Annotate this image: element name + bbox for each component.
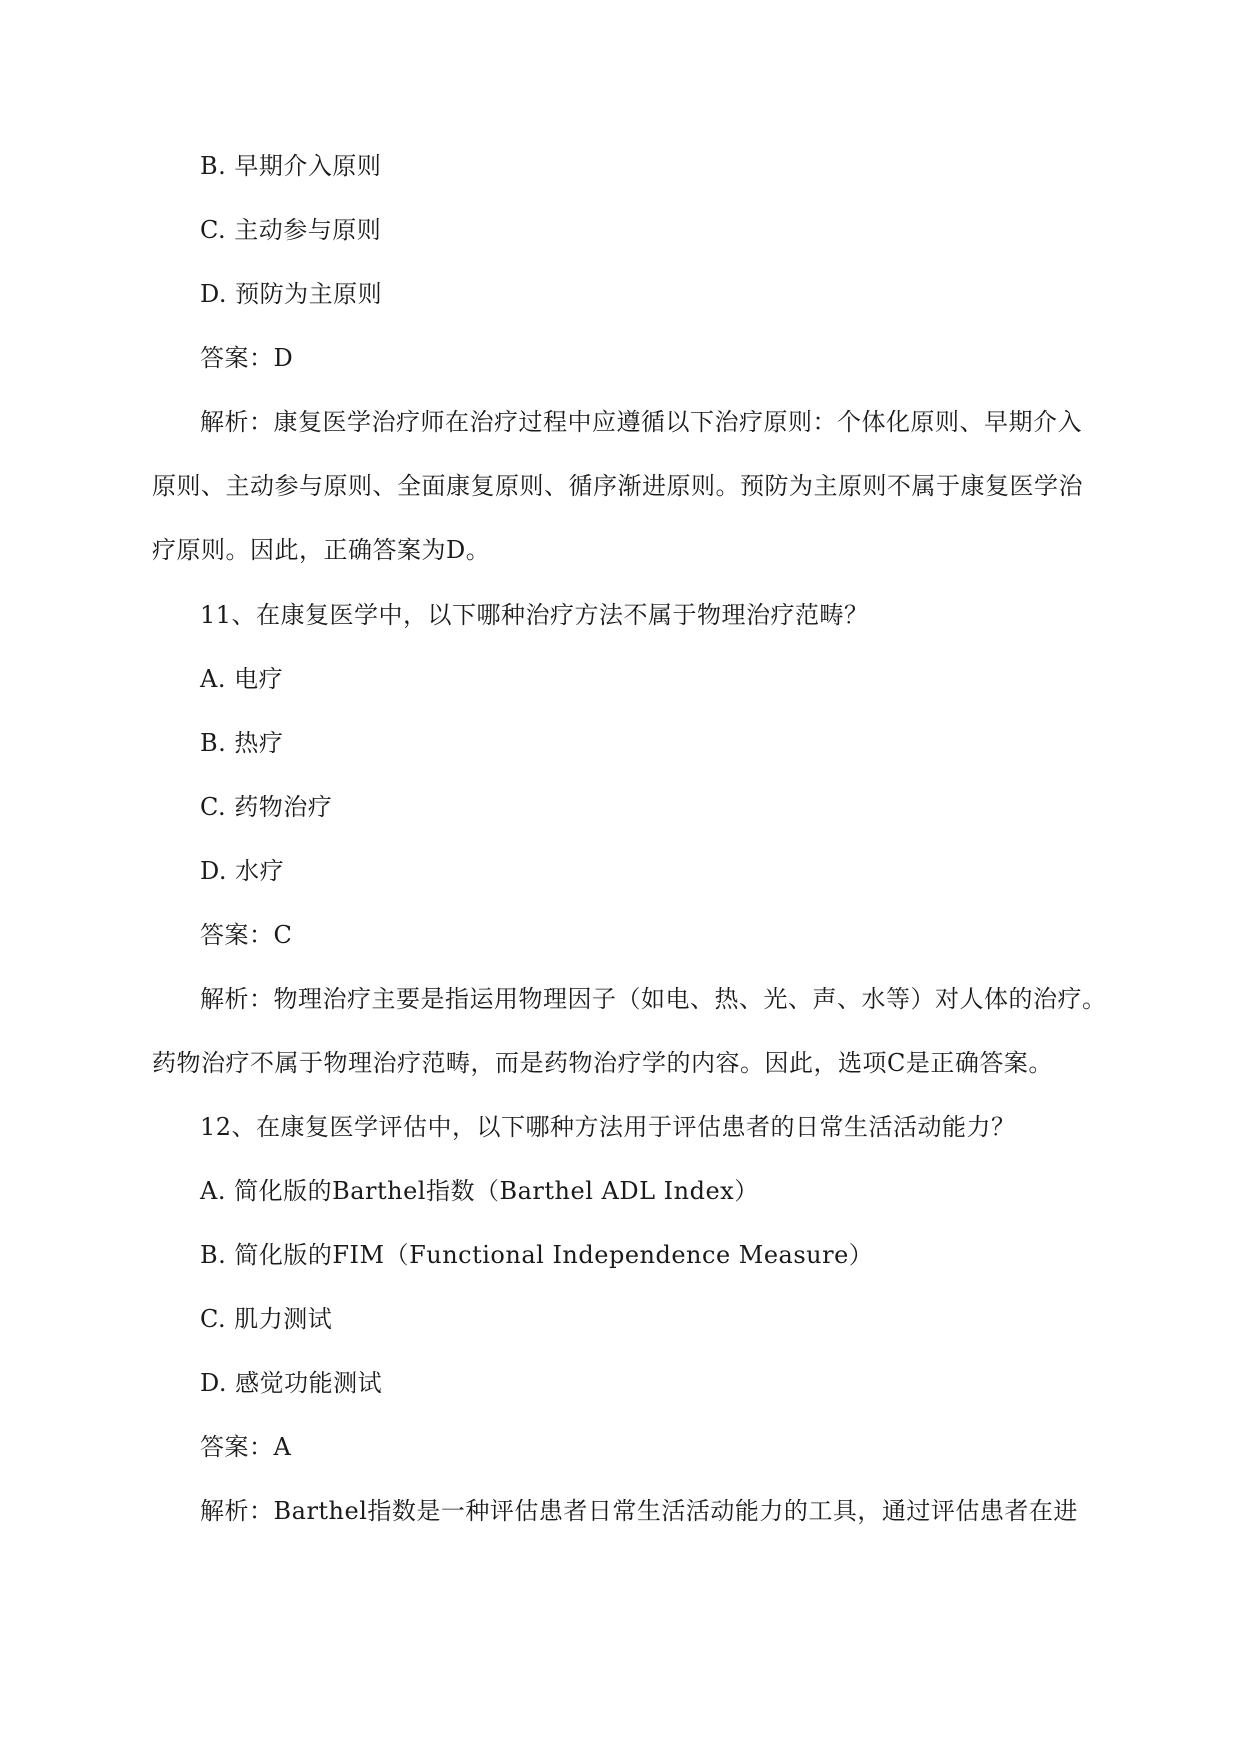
option-b-early-intervention: B. 早期介入原则: [200, 152, 382, 180]
analysis-q12-line1: 解析：Barthel指数是一种评估患者日常生活活动能力的工具，通过评估患者在进: [200, 1497, 1078, 1525]
question-12: 12、在康复医学评估中，以下哪种方法用于评估患者的日常生活活动能力？: [200, 1113, 1016, 1141]
analysis-q10-line2: 原则、主动参与原则、全面康复原则、循序渐进原则。预防为主原则不属于康复医学治: [152, 472, 1083, 500]
analysis-q10-line1: 解析：康复医学治疗师在治疗过程中应遵循以下治疗原则：个体化原则、早期介入: [200, 408, 1082, 436]
option-c-active-participation: C. 主动参与原则: [200, 216, 382, 244]
option-d-sensory-function-test: D. 感觉功能测试: [200, 1369, 383, 1397]
option-d-hydrotherapy: D. 水疗: [200, 857, 285, 885]
analysis-q11-line1: 解析：物理治疗主要是指运用物理因子（如电、热、光、声、水等）对人体的治疗。: [200, 985, 1107, 1013]
option-a-barthel: A. 简化版的Barthel指数（Barthel ADL Index）: [200, 1177, 759, 1205]
option-a-electrotherapy: A. 电疗: [200, 665, 284, 693]
option-c-muscle-strength-test: C. 肌力测试: [200, 1305, 333, 1333]
answer-q11: 答案：C: [200, 921, 293, 949]
option-b-thermotherapy: B. 热疗: [200, 729, 284, 757]
analysis-q11-line2: 药物治疗不属于物理治疗范畴，而是药物治疗学的内容。因此，选项C是正确答案。: [152, 1049, 1053, 1077]
answer-q12: 答案：A: [200, 1433, 292, 1461]
option-d-prevention-first: D. 预防为主原则: [200, 280, 383, 308]
answer-q10: 答案：D: [200, 344, 294, 372]
analysis-q10-line3: 疗原则。因此，正确答案为D。: [152, 536, 491, 564]
option-b-fim: B. 简化版的FIM（Functional Independence Measure）: [200, 1241, 874, 1269]
question-11: 11、在康复医学中，以下哪种治疗方法不属于物理治疗范畴？: [200, 601, 869, 629]
option-c-drug-therapy: C. 药物治疗: [200, 793, 333, 821]
